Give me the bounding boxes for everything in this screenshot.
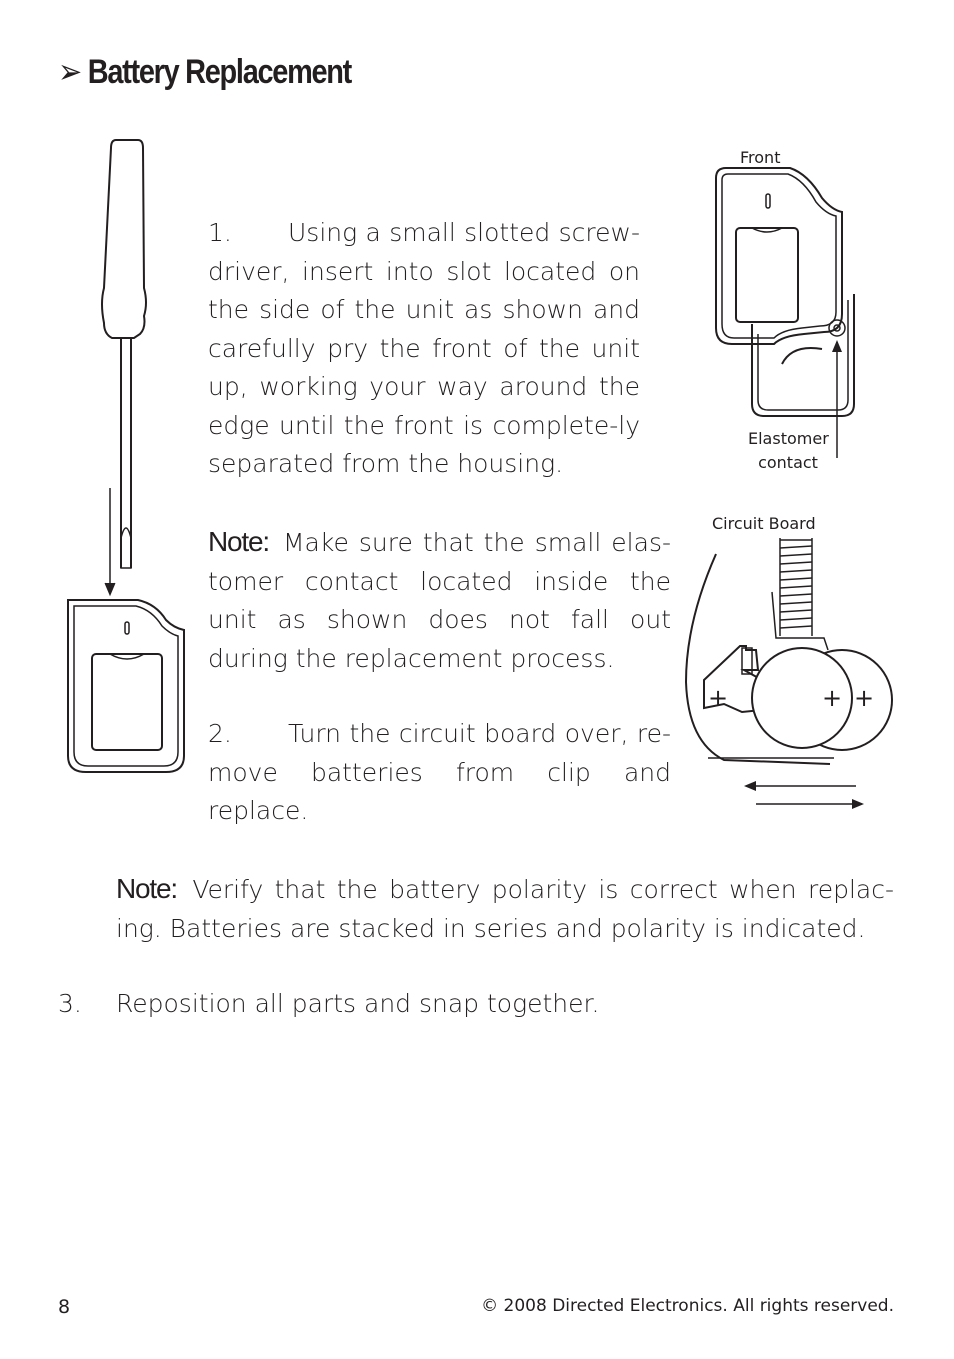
step-number: 2. [208, 719, 232, 748]
plus-sign-clip: + [708, 684, 729, 712]
spring-coil [780, 538, 812, 636]
circuit-board-diagram [684, 532, 874, 822]
copyright-notice: © 2008 Directed Electronics. All rights reserved. [481, 1296, 894, 1316]
note-label: Note: [208, 526, 269, 557]
front-view-diagram [712, 164, 862, 464]
step-number: 3. [58, 989, 82, 1018]
label-elastomer-contact [748, 427, 828, 475]
plus-sign-battery-1: + [822, 684, 843, 712]
step-text: Turn the circuit board over, re-move batteries from clip and replace. [208, 719, 671, 825]
note-label: Note: [116, 873, 177, 904]
page-number: 8 [58, 1296, 71, 1318]
note-2 [116, 870, 894, 948]
screwdriver-illustration [96, 138, 156, 598]
label-front: Front [740, 148, 781, 167]
arrow-bullet-icon: ➢ [58, 53, 81, 91]
label-elastomer-line1: Elastomer [748, 429, 829, 448]
step-text: Reposition all parts and snap together. [116, 989, 600, 1018]
remote-unit-illustration [66, 596, 190, 776]
note-1 [208, 523, 671, 678]
label-circuit-board: Circuit Board [712, 514, 816, 533]
step-2 [208, 715, 671, 831]
page-heading [58, 52, 351, 92]
label-elastomer-line2: contact [758, 453, 818, 472]
step-1 [208, 214, 640, 484]
note-text: Verify that the battery polarity is correct when replac-ing. Batteries are stacked in series and polarity is indicated. [116, 875, 894, 943]
step-number: 1. [208, 218, 232, 247]
heading-title: Battery Replacement [87, 53, 352, 91]
step-text: Using a small slotted screw-driver, insert into slot located on the side of the unit as shown and carefully pry the front of the unit up, working your way around the edge until the front is complete-ly separated from the housing. [208, 218, 640, 478]
plus-sign-battery-2: + [854, 684, 875, 712]
step-3 [58, 985, 894, 1024]
note-text: Make sure that the small elas-tomer contact located inside the unit as shown does not fall out during the replacement process. [208, 528, 671, 673]
